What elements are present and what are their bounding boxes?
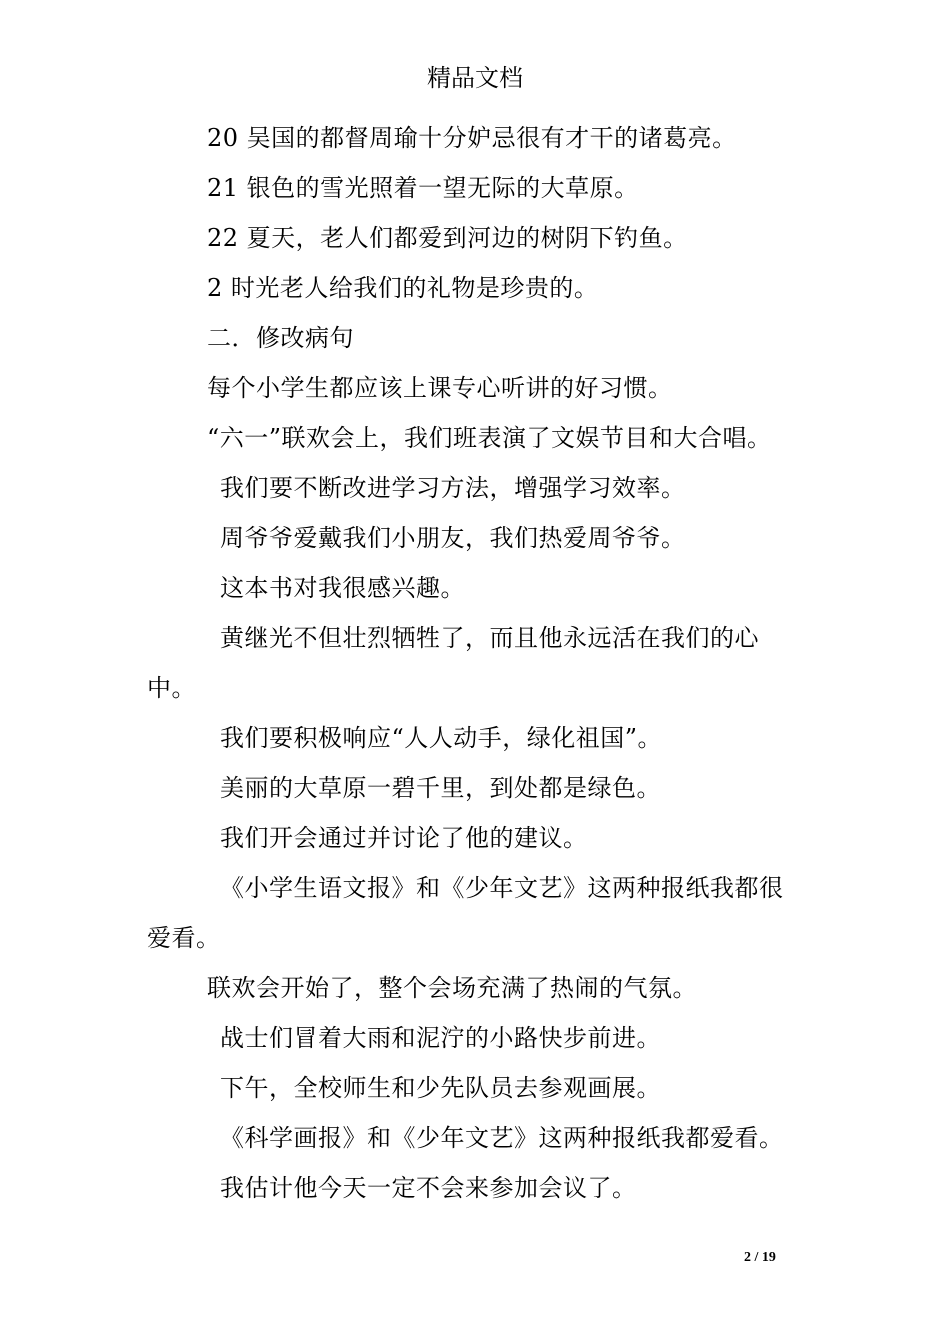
text-line: 我们要不断改进学习方法，增强学习效率。 <box>220 474 686 502</box>
text-line: 这本书对我很感兴趣。 <box>220 574 465 602</box>
page-number: 2 / 19 <box>744 1250 776 1265</box>
text-line: 联欢会开始了，整个会场充满了热闹的气氛。 <box>207 974 697 1002</box>
page-header-title: 精品文档 <box>427 64 523 92</box>
text-line: 2 时光老人给我们的礼物是珍贵的。 <box>207 274 599 302</box>
text-line: “六一”联欢会上，我们班表演了文娱节目和大合唱。 <box>207 424 772 452</box>
text-line: 周爷爷爱戴我们小朋友，我们热爱周爷爷。 <box>220 524 686 552</box>
text-line-continuation: 中。 <box>147 674 196 702</box>
text-line: 《科学画报》和《少年文艺》这两种报纸我都爱看。 <box>220 1124 784 1152</box>
text-line: 《小学生语文报》和《少年文艺》这两种报纸我都很 <box>220 874 784 902</box>
section-heading: 二．修改病句 <box>207 324 354 352</box>
text-line: 22 夏天，老人们都爱到河边的树阴下钓鱼。 <box>207 224 688 252</box>
text-line-continuation: 爱看。 <box>147 924 221 952</box>
text-line: 21 银色的雪光照着一望无际的大草原。 <box>207 174 639 202</box>
text-line: 我们要积极响应“人人动手，绿化祖国”。 <box>220 724 663 752</box>
text-line: 战士们冒着大雨和泥泞的小路快步前进。 <box>220 1024 661 1052</box>
document-body <box>147 113 817 1213</box>
text-line: 20 吴国的都督周瑜十分妒忌很有才干的诸葛亮。 <box>207 124 737 152</box>
text-line: 我估计他今天一定不会来参加会议了。 <box>220 1174 637 1202</box>
text-line: 下午，全校师生和少先队员去参观画展。 <box>220 1074 661 1102</box>
text-line: 黄继光不但壮烈牺牲了，而且他永远活在我们的心 <box>220 624 759 652</box>
text-line: 每个小学生都应该上课专心听讲的好习惯。 <box>207 374 673 402</box>
text-line: 我们开会通过并讨论了他的建议。 <box>220 824 588 852</box>
text-line: 美丽的大草原一碧千里，到处都是绿色。 <box>220 774 661 802</box>
